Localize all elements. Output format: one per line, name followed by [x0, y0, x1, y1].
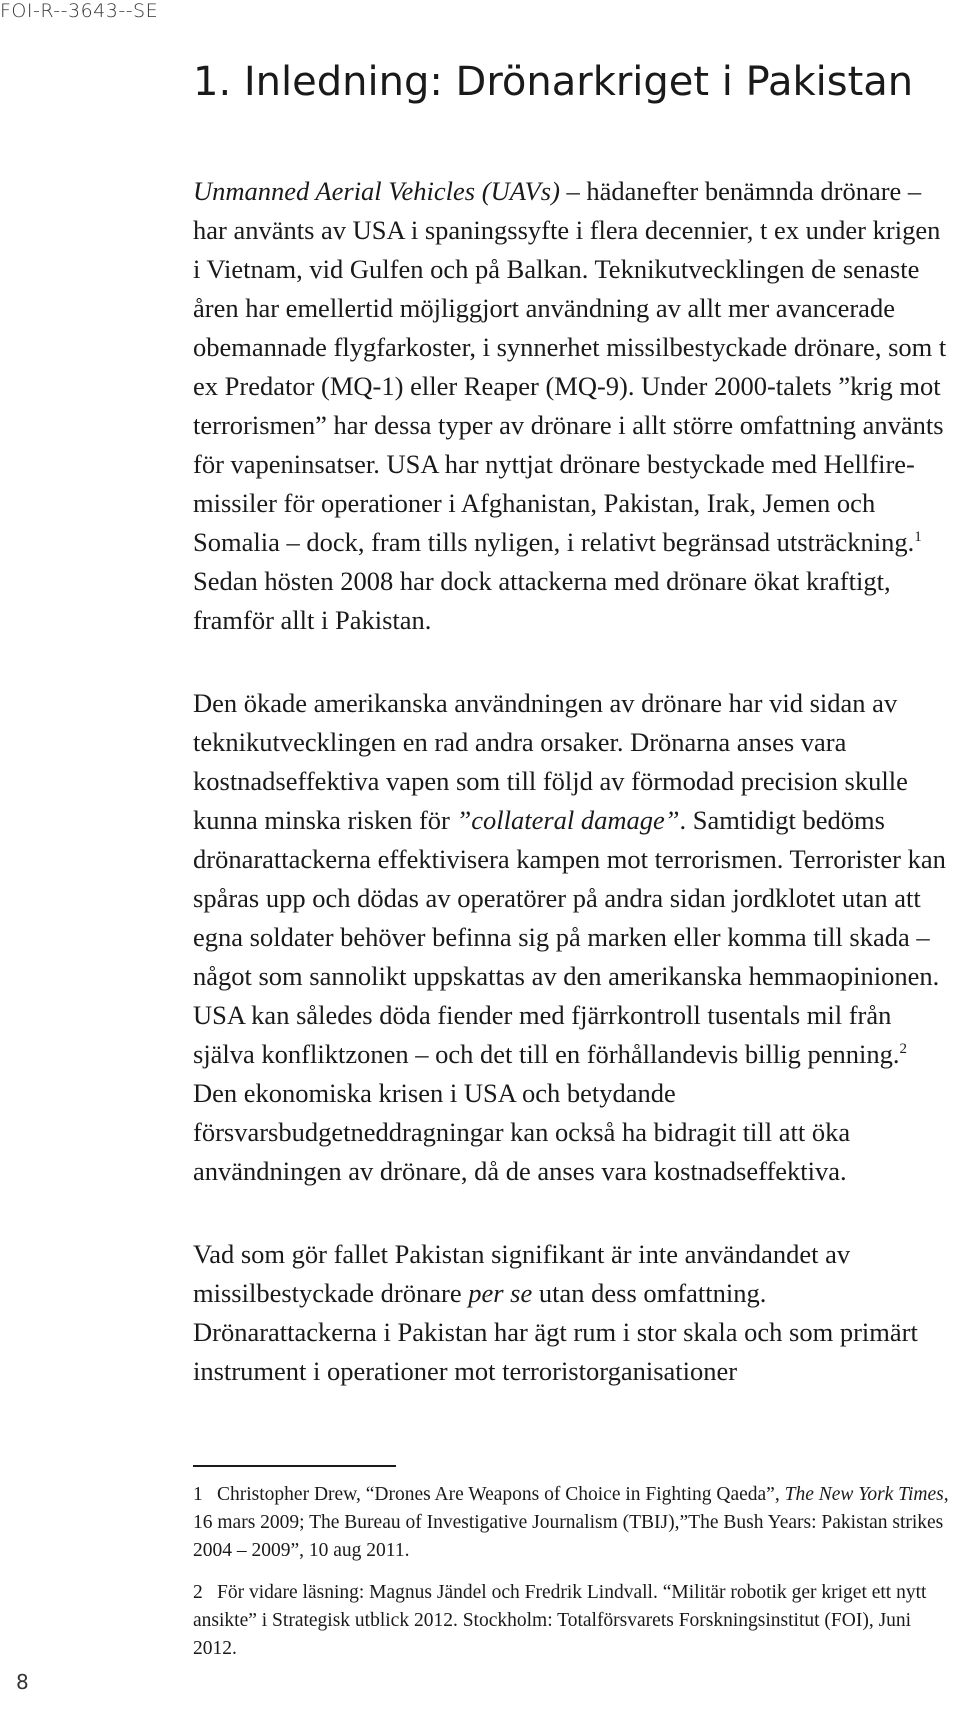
body-paragraph-3: [193, 1235, 951, 1391]
footnote-text: , 16 mars 2009; The Bureau of Investigative Journalism (TBIJ),”The Bush Years: Pakistan strikes 2004 – 2009”, 10 aug 2011.: [193, 1484, 949, 1561]
term-uavs: Unmanned Aerial Vehicles (UAVs): [193, 176, 560, 206]
footnote-number: 2: [193, 1582, 203, 1603]
publication-title: The New York Times: [784, 1484, 944, 1505]
paragraph-text: Den ekonomiska krisen i USA och betydande försvarsbudgetneddragningar kan också ha bidragit till att öka användningen av drönare, då de anses vara kostnadseffektiva.: [193, 1078, 851, 1186]
paragraph-text: . Samtidigt bedöms drönarattackerna effektivisera kampen mot terrorismen. Terrorister kan spåras upp och dödas av operatörer på andra sidan jordklotet utan att egna soldater behöver befinna sig på marken eller komma till skada – något som sannolikt uppskattas av den amerikanska hemmaopinionen. USA kan således döda fiender med fjärrkontroll tusentals mil från själva konfliktzonen – och det till en förhållandevis billig penning.: [193, 805, 946, 1069]
term-collateral-damage: ”collateral damage”: [456, 805, 680, 835]
main-content: [193, 56, 951, 1435]
body-paragraph-1: [193, 172, 951, 640]
footnote-text: Christopher Drew, “Drones Are Weapons of Choice in Fighting Qaeda”,: [217, 1484, 785, 1505]
footnote-1: [193, 1481, 958, 1565]
footnote-number: 1: [193, 1484, 203, 1505]
footnote-divider: [193, 1465, 396, 1467]
paragraph-text: utan dess omfattning. Drönarattackerna i Pakistan har ägt rum i stor skala och som primärt instrument i operationer mot terroristorganisationer: [193, 1278, 918, 1386]
term-per-se: per se: [468, 1278, 533, 1308]
paragraph-text: Sedan hösten 2008 har dock attackerna med drönare ökat kraftigt, framför allt i Pakistan.: [193, 566, 891, 635]
paragraph-text: Vad som gör fallet Pakistan signifikant är inte användandet av missilbestyckade drönare: [193, 1239, 851, 1308]
report-id: FOI-R--3643--SE: [0, 0, 159, 22]
footnote-text: För vidare läsning: Magnus Jändel och Fredrik Lindvall. “Militär robotik ger kriget ett nytt ansikte” i Strategisk utblick 2012. Stockholm: Totalförsvarets Forskningsinstitut (FOI), Juni 2012.: [193, 1582, 927, 1659]
body-paragraph-2: [193, 684, 951, 1191]
footnote-ref-1: 1: [914, 529, 922, 545]
footnotes-section: [193, 1465, 958, 1677]
footnote-ref-2: 2: [899, 1041, 908, 1057]
page-number: 8: [16, 1670, 29, 1694]
paragraph-text: Den ökade amerikanska användningen av drönare har vid sidan av teknikutvecklingen en rad andra orsaker. Drönarna anses vara kostnadseffektiva vapen som till följd av förmodad precision skulle kunna minska risken för: [193, 688, 908, 835]
chapter-heading: 1. Inledning: Drönarkriget i Pakistan: [193, 59, 914, 105]
paragraph-text: – hädanefter benämnda drönare – har använts av USA i spaningssyfte i flera decennier, t ex under krigen i Vietnam, vid Gulfen och på Balkan. Teknikutvecklingen de senaste åren har emellertid möjliggjort användning av allt mer avancerade obemannade flygfarkoster, i synnerhet missilbestyckade drönare, som t ex Predator (MQ-1) eller Reaper (MQ-9). Under 2000-talets ”krig mot terrorismen” har dessa typer av drönare i allt större omfattning använts för vapeninsatser. USA har nyttjat drönare bestyckade med Hellfire-missiler för operationer i Afghanistan, Pakistan, Irak, Jemen och Somalia – dock, fram tills nyligen, i relativt begränsad utsträckning.: [193, 176, 947, 557]
footnote-2: [193, 1579, 958, 1663]
